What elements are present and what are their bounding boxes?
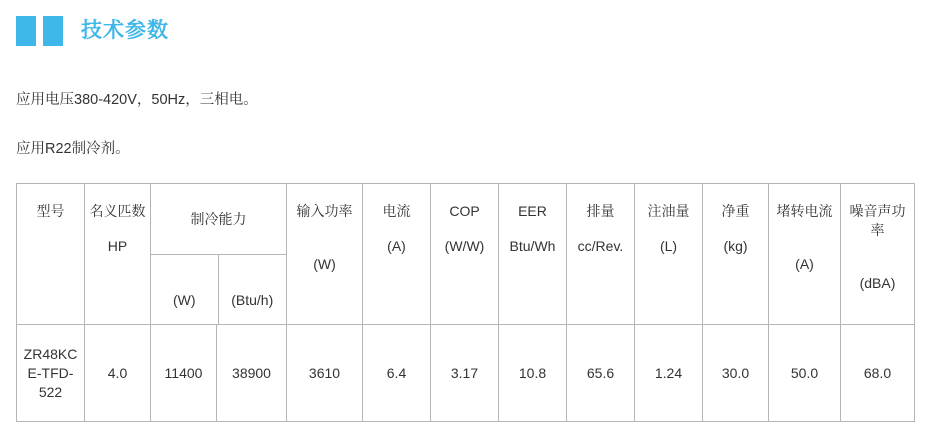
header-nominal-hp (85, 184, 151, 325)
cell-net-weight: 30.0 (703, 325, 769, 422)
paragraph-refrigerant: 应用R22制冷剂。 (16, 141, 130, 157)
spec-table-wrapper (0, 159, 930, 422)
cell-capacity-btu: 38900 (217, 325, 287, 422)
header-current-unit: (A) (387, 238, 406, 254)
header-noise-power-unit: (dBA) (859, 275, 896, 291)
table-row (17, 325, 915, 422)
header-locked-rotor-current-unit: (A) (795, 256, 814, 272)
header-cooling-capacity (151, 184, 287, 325)
header-input-power-unit: (W) (313, 256, 336, 272)
paragraph-voltage: 应用电压380-420V，50Hz，三相电。 (16, 92, 258, 108)
header-current (363, 184, 431, 325)
header-eer (499, 184, 567, 325)
cell-oil-charge: 1.24 (635, 325, 703, 422)
header-eer-unit: Btu/Wh (509, 238, 556, 254)
header-displacement-label: 排量 (586, 203, 615, 219)
header-nominal-hp-label: 名义匹数 (89, 203, 146, 219)
header-capacity-unit-w: (W) (151, 255, 219, 324)
header-noise-power-label: 噪音声功率 (849, 203, 906, 238)
header-model-label: 型号 (36, 203, 65, 219)
cell-model: ZR48KCE-TFD-522 (17, 325, 85, 422)
section-heading (0, 0, 930, 48)
header-current-label: 电流 (382, 203, 411, 219)
header-nominal-hp-unit: HP (107, 238, 128, 254)
header-displacement (567, 184, 635, 325)
cell-cop: 3.17 (431, 325, 499, 422)
header-input-power-label: 输入功率 (296, 203, 353, 219)
header-net-weight-label: 净重 (721, 203, 750, 219)
heading-marker-2 (43, 16, 63, 46)
cell-current: 6.4 (363, 325, 431, 422)
header-oil-charge-unit: (L) (659, 238, 678, 254)
page-title: 技术参数 (81, 19, 169, 42)
header-model (17, 184, 85, 325)
cell-capacity-w: 11400 (151, 325, 217, 422)
header-locked-rotor-current-label: 堵转电流 (776, 203, 833, 219)
header-net-weight-unit: (kg) (723, 238, 748, 254)
cell-eer: 10.8 (499, 325, 567, 422)
heading-marker-1 (16, 16, 36, 46)
table-header-row (17, 184, 915, 325)
header-cop-unit: (W/W) (444, 238, 485, 254)
header-eer-label: EER (518, 203, 547, 219)
header-net-weight (703, 184, 769, 325)
header-noise-power (841, 184, 915, 325)
header-cop-label: COP (449, 203, 480, 219)
cell-displacement: 65.6 (567, 325, 635, 422)
header-input-power (287, 184, 363, 325)
cell-noise-power: 68.0 (841, 325, 915, 422)
header-oil-charge (635, 184, 703, 325)
header-oil-charge-label: 注油量 (647, 203, 690, 219)
header-cooling-capacity-label: 制冷能力 (151, 184, 286, 255)
header-displacement-unit: cc/Rev. (577, 238, 624, 254)
cell-input-power: 3610 (287, 325, 363, 422)
header-cop (431, 184, 499, 325)
header-locked-rotor-current (769, 184, 841, 325)
cell-nominal-hp: 4.0 (85, 325, 151, 422)
header-capacity-unit-btu: (Btu/h) (231, 292, 274, 308)
spec-table (16, 183, 915, 422)
cell-locked-rotor-current: 50.0 (769, 325, 841, 422)
